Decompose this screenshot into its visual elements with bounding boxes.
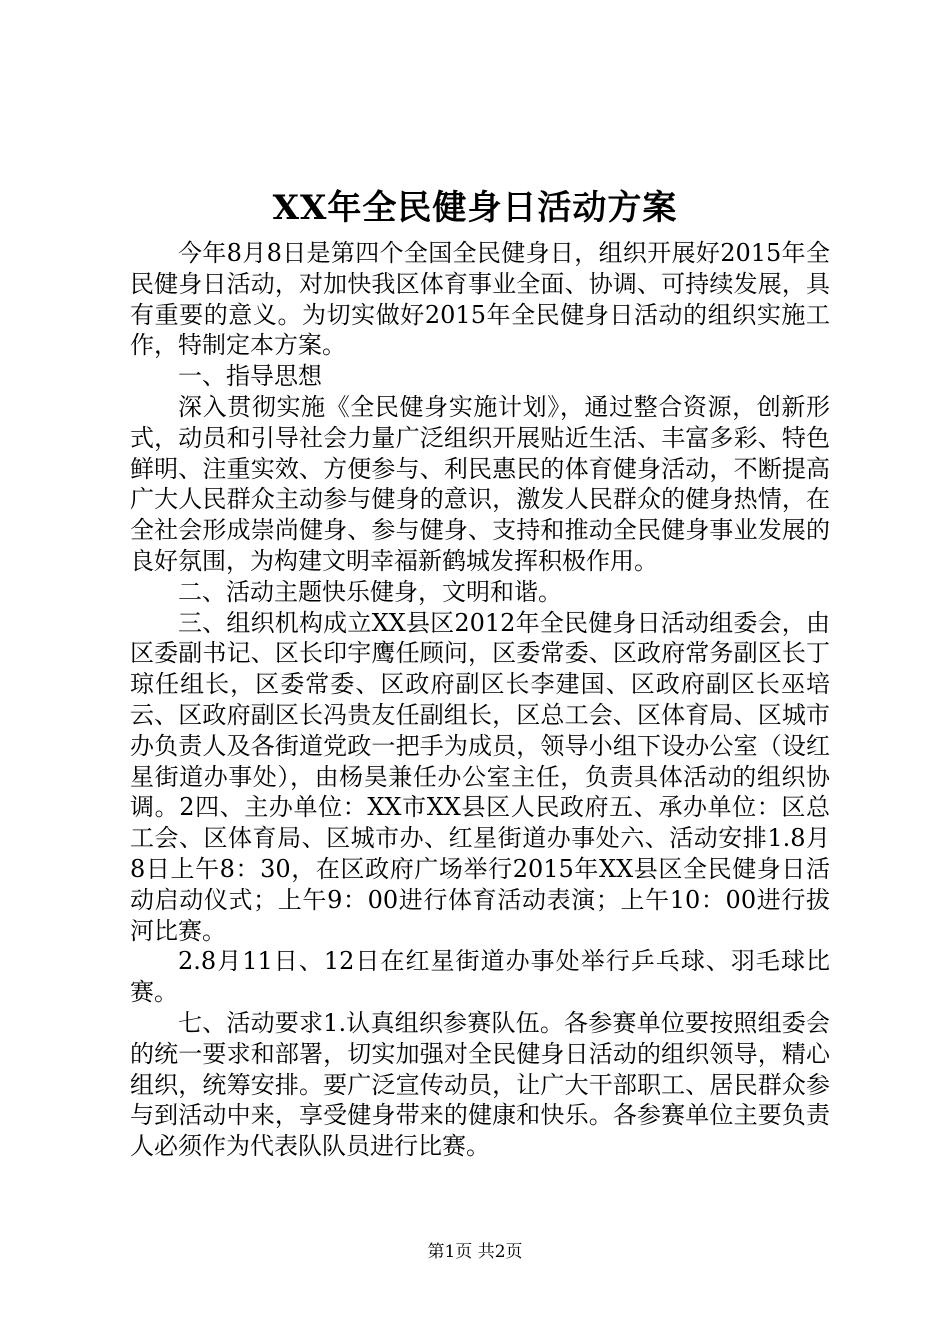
heading-guiding-thought: 一、指导思想 [178,362,322,391]
paragraph-guiding-thought: 深入贯彻实施《全民健身实施计划》，通过整合资源，创新形式，动员和引导社会力量广泛组织开展贴近生活、丰富多彩、特色鲜明、注重实效、方便参与、利民惠民的体育健身活动，不断提高广大人民群众主动参与健身的意识，激发人民群众的健身热情，在全社会形成崇尚健身、参与健身、支持和推动全民健身事业发展的良好氛围，为构建文明幸福新鹤城发挥积极作用。 [130,392,830,575]
document-body [130,238,830,1162]
document-title: XX年全民健身日活动方案 [272,188,678,228]
paragraph-intro: 今年8月8日是第四个全国全民健身日，组织开展好2015年全民健身日活动，对加快我区体育事业全面、协调、可持续发展，具有重要的意义。为切实做好2015年全民健身日活动的组织实施工作，特制定本方案。 [130,239,830,360]
paragraph-organization: 三、组织机构成立XX县区2012年全民健身日活动组委会，由区委副书记、区长印宇鹰任顾问，区委常委、区政府常务副区长丁琼任组长，区委常委、区政府副区长李建国、区政府副区长巫培云、区政府副区长冯贵友任副组长，区总工会、区体育局、区城市办负责人及各街道党政一把手为成员，领导小组下设办公室（设红星街道办事处），由杨昊兼任办公室主任，负责具体活动的组织协调。2四、主办单位：XX市XX县区人民政府五、承办单位：区总工会、区体育局、区城市办、红星街道办事处六、活动安排1.8月8日上午8：30，在区政府广场举行2015年XX县区全民健身日活动启动仪式；上午9：00进行体育活动表演；上午10：00进行拔河比赛。 [130,608,830,945]
paragraph-activity-requirements: 七、活动要求1.认真组织参赛队伍。各参赛单位要按照组委会的统一要求和部署，切实加强对全民健身日活动的组织领导，精心组织，统筹安排。要广泛宣传动员，让广大干部职工、居民群众参与到活动中来，享受健身带来的健康和快乐。各参赛单位主要负责人必须作为代表队队员进行比赛。 [130,1008,830,1161]
paragraph-activity-theme: 二、活动主题快乐健身，文明和谐。 [178,577,562,606]
paragraph-competition-schedule: 2.8月11日、12日在红星街道办事处举行乒乓球、羽毛球比赛。 [130,947,830,1007]
page-footer: 第1页 共2页 [427,1242,523,1262]
